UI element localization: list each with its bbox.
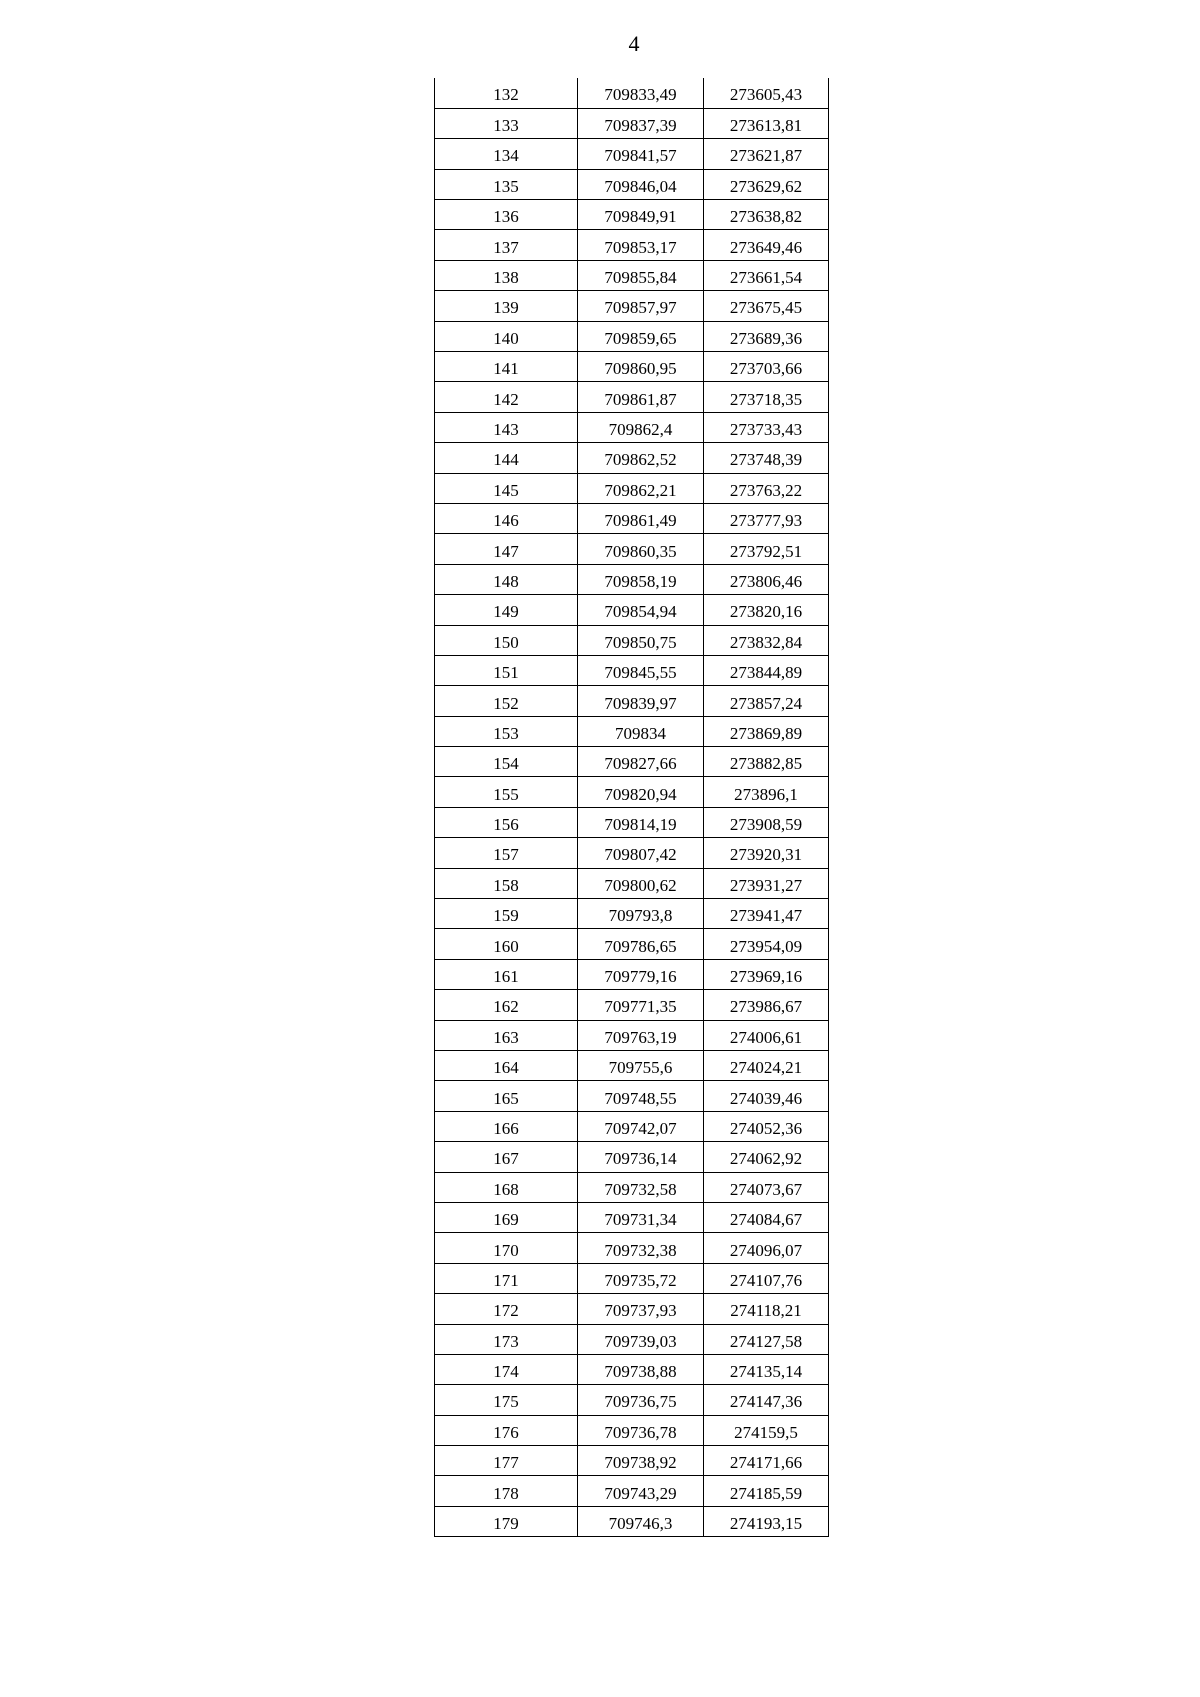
point-number-cell: 158 (435, 868, 578, 898)
table-row (435, 260, 829, 290)
table-row (435, 716, 829, 746)
point-number-cell: 157 (435, 838, 578, 868)
y-coordinate-cell: 273703,66 (704, 352, 829, 382)
x-coordinate-cell: 709859,65 (578, 321, 704, 351)
y-coordinate-cell: 273613,81 (704, 108, 829, 138)
point-number-cell: 175 (435, 1385, 578, 1415)
y-coordinate-cell: 274147,36 (704, 1385, 829, 1415)
x-coordinate-cell: 709732,58 (578, 1172, 704, 1202)
point-number-cell: 174 (435, 1354, 578, 1384)
table-row (435, 655, 829, 685)
point-number-cell: 154 (435, 747, 578, 777)
point-number-cell: 144 (435, 443, 578, 473)
coordinates-table (434, 78, 829, 1537)
y-coordinate-cell: 274135,14 (704, 1354, 829, 1384)
point-number-cell: 135 (435, 169, 578, 199)
x-coordinate-cell: 709845,55 (578, 655, 704, 685)
x-coordinate-cell: 709833,49 (578, 78, 704, 108)
point-number-cell: 149 (435, 595, 578, 625)
y-coordinate-cell: 273882,85 (704, 747, 829, 777)
y-coordinate-cell: 273777,93 (704, 503, 829, 533)
y-coordinate-cell: 274084,67 (704, 1202, 829, 1232)
point-number-cell: 134 (435, 139, 578, 169)
y-coordinate-cell: 273857,24 (704, 686, 829, 716)
x-coordinate-cell: 709746,3 (578, 1506, 704, 1536)
point-number-cell: 139 (435, 291, 578, 321)
table-row (435, 352, 829, 382)
coordinates-table-body (435, 78, 829, 1537)
x-coordinate-cell: 709862,4 (578, 412, 704, 442)
point-number-cell: 150 (435, 625, 578, 655)
y-coordinate-cell: 273954,09 (704, 929, 829, 959)
point-number-cell: 159 (435, 899, 578, 929)
point-number-cell: 133 (435, 108, 578, 138)
point-number-cell: 145 (435, 473, 578, 503)
x-coordinate-cell: 709861,87 (578, 382, 704, 412)
table-row (435, 1172, 829, 1202)
x-coordinate-cell: 709739,03 (578, 1324, 704, 1354)
point-number-cell: 148 (435, 564, 578, 594)
x-coordinate-cell: 709736,14 (578, 1142, 704, 1172)
point-number-cell: 164 (435, 1051, 578, 1081)
table-row (435, 1233, 829, 1263)
point-number-cell: 168 (435, 1172, 578, 1202)
y-coordinate-cell: 274073,67 (704, 1172, 829, 1202)
y-coordinate-cell: 274107,76 (704, 1263, 829, 1293)
y-coordinate-cell: 274185,59 (704, 1476, 829, 1506)
y-coordinate-cell: 273629,62 (704, 169, 829, 199)
table-row (435, 1263, 829, 1293)
y-coordinate-cell: 273792,51 (704, 534, 829, 564)
y-coordinate-cell: 273869,89 (704, 716, 829, 746)
x-coordinate-cell: 709861,49 (578, 503, 704, 533)
page-number: 4 (628, 31, 640, 56)
y-coordinate-cell: 273844,89 (704, 655, 829, 685)
point-number-cell: 173 (435, 1324, 578, 1354)
table-row (435, 686, 829, 716)
table-row (435, 807, 829, 837)
table-row (435, 382, 829, 412)
table-row (435, 1111, 829, 1141)
y-coordinate-cell: 273986,67 (704, 990, 829, 1020)
x-coordinate-cell: 709839,97 (578, 686, 704, 716)
table-row (435, 625, 829, 655)
point-number-cell: 153 (435, 716, 578, 746)
y-coordinate-cell: 273661,54 (704, 260, 829, 290)
y-coordinate-cell: 274039,46 (704, 1081, 829, 1111)
table-row (435, 595, 829, 625)
table-row (435, 1446, 829, 1476)
table-row (435, 1324, 829, 1354)
table-row (435, 412, 829, 442)
y-coordinate-cell: 273908,59 (704, 807, 829, 837)
x-coordinate-cell: 709737,93 (578, 1294, 704, 1324)
x-coordinate-cell: 709850,75 (578, 625, 704, 655)
x-coordinate-cell: 709736,78 (578, 1415, 704, 1445)
y-coordinate-cell: 274062,92 (704, 1142, 829, 1172)
x-coordinate-cell: 709827,66 (578, 747, 704, 777)
table-row (435, 1354, 829, 1384)
x-coordinate-cell: 709860,95 (578, 352, 704, 382)
y-coordinate-cell: 273969,16 (704, 959, 829, 989)
y-coordinate-cell: 274159,5 (704, 1415, 829, 1445)
point-number-cell: 178 (435, 1476, 578, 1506)
x-coordinate-cell: 709834 (578, 716, 704, 746)
y-coordinate-cell: 273748,39 (704, 443, 829, 473)
y-coordinate-cell: 273931,27 (704, 868, 829, 898)
x-coordinate-cell: 709735,72 (578, 1263, 704, 1293)
table-row (435, 564, 829, 594)
y-coordinate-cell: 274096,07 (704, 1233, 829, 1263)
y-coordinate-cell: 273920,31 (704, 838, 829, 868)
x-coordinate-cell: 709738,92 (578, 1446, 704, 1476)
table-row (435, 959, 829, 989)
x-coordinate-cell: 709841,57 (578, 139, 704, 169)
point-number-cell: 143 (435, 412, 578, 442)
table-row (435, 1385, 829, 1415)
x-coordinate-cell: 709820,94 (578, 777, 704, 807)
table-row (435, 1142, 829, 1172)
point-number-cell: 161 (435, 959, 578, 989)
table-row (435, 899, 829, 929)
point-number-cell: 156 (435, 807, 578, 837)
table-row (435, 108, 829, 138)
point-number-cell: 147 (435, 534, 578, 564)
point-number-cell: 166 (435, 1111, 578, 1141)
table-row (435, 1051, 829, 1081)
table-row (435, 321, 829, 351)
point-number-cell: 140 (435, 321, 578, 351)
point-number-cell: 169 (435, 1202, 578, 1232)
table-row (435, 990, 829, 1020)
point-number-cell: 165 (435, 1081, 578, 1111)
table-row (435, 1081, 829, 1111)
table-row (435, 230, 829, 260)
x-coordinate-cell: 709763,19 (578, 1020, 704, 1050)
x-coordinate-cell: 709853,17 (578, 230, 704, 260)
y-coordinate-cell: 273733,43 (704, 412, 829, 442)
y-coordinate-cell: 273806,46 (704, 564, 829, 594)
x-coordinate-cell: 709862,52 (578, 443, 704, 473)
y-coordinate-cell: 273941,47 (704, 899, 829, 929)
table-row (435, 868, 829, 898)
x-coordinate-cell: 709732,38 (578, 1233, 704, 1263)
point-number-cell: 151 (435, 655, 578, 685)
x-coordinate-cell: 709849,91 (578, 200, 704, 230)
x-coordinate-cell: 709748,55 (578, 1081, 704, 1111)
x-coordinate-cell: 709857,97 (578, 291, 704, 321)
point-number-cell: 142 (435, 382, 578, 412)
x-coordinate-cell: 709743,29 (578, 1476, 704, 1506)
y-coordinate-cell: 274024,21 (704, 1051, 829, 1081)
point-number-cell: 163 (435, 1020, 578, 1050)
y-coordinate-cell: 273832,84 (704, 625, 829, 655)
y-coordinate-cell: 274171,66 (704, 1446, 829, 1476)
x-coordinate-cell: 709731,34 (578, 1202, 704, 1232)
point-number-cell: 171 (435, 1263, 578, 1293)
x-coordinate-cell: 709755,6 (578, 1051, 704, 1081)
x-coordinate-cell: 709786,65 (578, 929, 704, 959)
table-row (435, 1294, 829, 1324)
point-number-cell: 155 (435, 777, 578, 807)
table-row (435, 1506, 829, 1536)
x-coordinate-cell: 709837,39 (578, 108, 704, 138)
table-row (435, 503, 829, 533)
table-row (435, 78, 829, 108)
x-coordinate-cell: 709742,07 (578, 1111, 704, 1141)
y-coordinate-cell: 273718,35 (704, 382, 829, 412)
y-coordinate-cell: 273621,87 (704, 139, 829, 169)
x-coordinate-cell: 709800,62 (578, 868, 704, 898)
table-row (435, 777, 829, 807)
x-coordinate-cell: 709807,42 (578, 838, 704, 868)
table-row (435, 473, 829, 503)
table-row (435, 1202, 829, 1232)
table-row (435, 169, 829, 199)
y-coordinate-cell: 273689,36 (704, 321, 829, 351)
point-number-cell: 179 (435, 1506, 578, 1536)
table-row (435, 747, 829, 777)
table-row (435, 1476, 829, 1506)
table-row (435, 1415, 829, 1445)
x-coordinate-cell: 709779,16 (578, 959, 704, 989)
point-number-cell: 138 (435, 260, 578, 290)
point-number-cell: 167 (435, 1142, 578, 1172)
x-coordinate-cell: 709860,35 (578, 534, 704, 564)
point-number-cell: 152 (435, 686, 578, 716)
x-coordinate-cell: 709736,75 (578, 1385, 704, 1415)
table-row (435, 291, 829, 321)
table-row (435, 139, 829, 169)
table-row (435, 929, 829, 959)
point-number-cell: 136 (435, 200, 578, 230)
y-coordinate-cell: 273763,22 (704, 473, 829, 503)
point-number-cell: 146 (435, 503, 578, 533)
table-row (435, 534, 829, 564)
y-coordinate-cell: 273820,16 (704, 595, 829, 625)
y-coordinate-cell: 273675,45 (704, 291, 829, 321)
x-coordinate-cell: 709793,8 (578, 899, 704, 929)
x-coordinate-cell: 709771,35 (578, 990, 704, 1020)
y-coordinate-cell: 273638,82 (704, 200, 829, 230)
y-coordinate-cell: 274118,21 (704, 1294, 829, 1324)
y-coordinate-cell: 273649,46 (704, 230, 829, 260)
x-coordinate-cell: 709814,19 (578, 807, 704, 837)
point-number-cell: 176 (435, 1415, 578, 1445)
y-coordinate-cell: 273896,1 (704, 777, 829, 807)
x-coordinate-cell: 709862,21 (578, 473, 704, 503)
y-coordinate-cell: 274052,36 (704, 1111, 829, 1141)
point-number-cell: 160 (435, 929, 578, 959)
table-row (435, 838, 829, 868)
x-coordinate-cell: 709846,04 (578, 169, 704, 199)
x-coordinate-cell: 709738,88 (578, 1354, 704, 1384)
y-coordinate-cell: 274193,15 (704, 1506, 829, 1536)
x-coordinate-cell: 709855,84 (578, 260, 704, 290)
x-coordinate-cell: 709854,94 (578, 595, 704, 625)
point-number-cell: 170 (435, 1233, 578, 1263)
table-row (435, 200, 829, 230)
x-coordinate-cell: 709858,19 (578, 564, 704, 594)
point-number-cell: 177 (435, 1446, 578, 1476)
y-coordinate-cell: 273605,43 (704, 78, 829, 108)
point-number-cell: 162 (435, 990, 578, 1020)
point-number-cell: 141 (435, 352, 578, 382)
point-number-cell: 137 (435, 230, 578, 260)
table-row (435, 1020, 829, 1050)
point-number-cell: 132 (435, 78, 578, 108)
y-coordinate-cell: 274006,61 (704, 1020, 829, 1050)
point-number-cell: 172 (435, 1294, 578, 1324)
table-row (435, 443, 829, 473)
y-coordinate-cell: 274127,58 (704, 1324, 829, 1354)
